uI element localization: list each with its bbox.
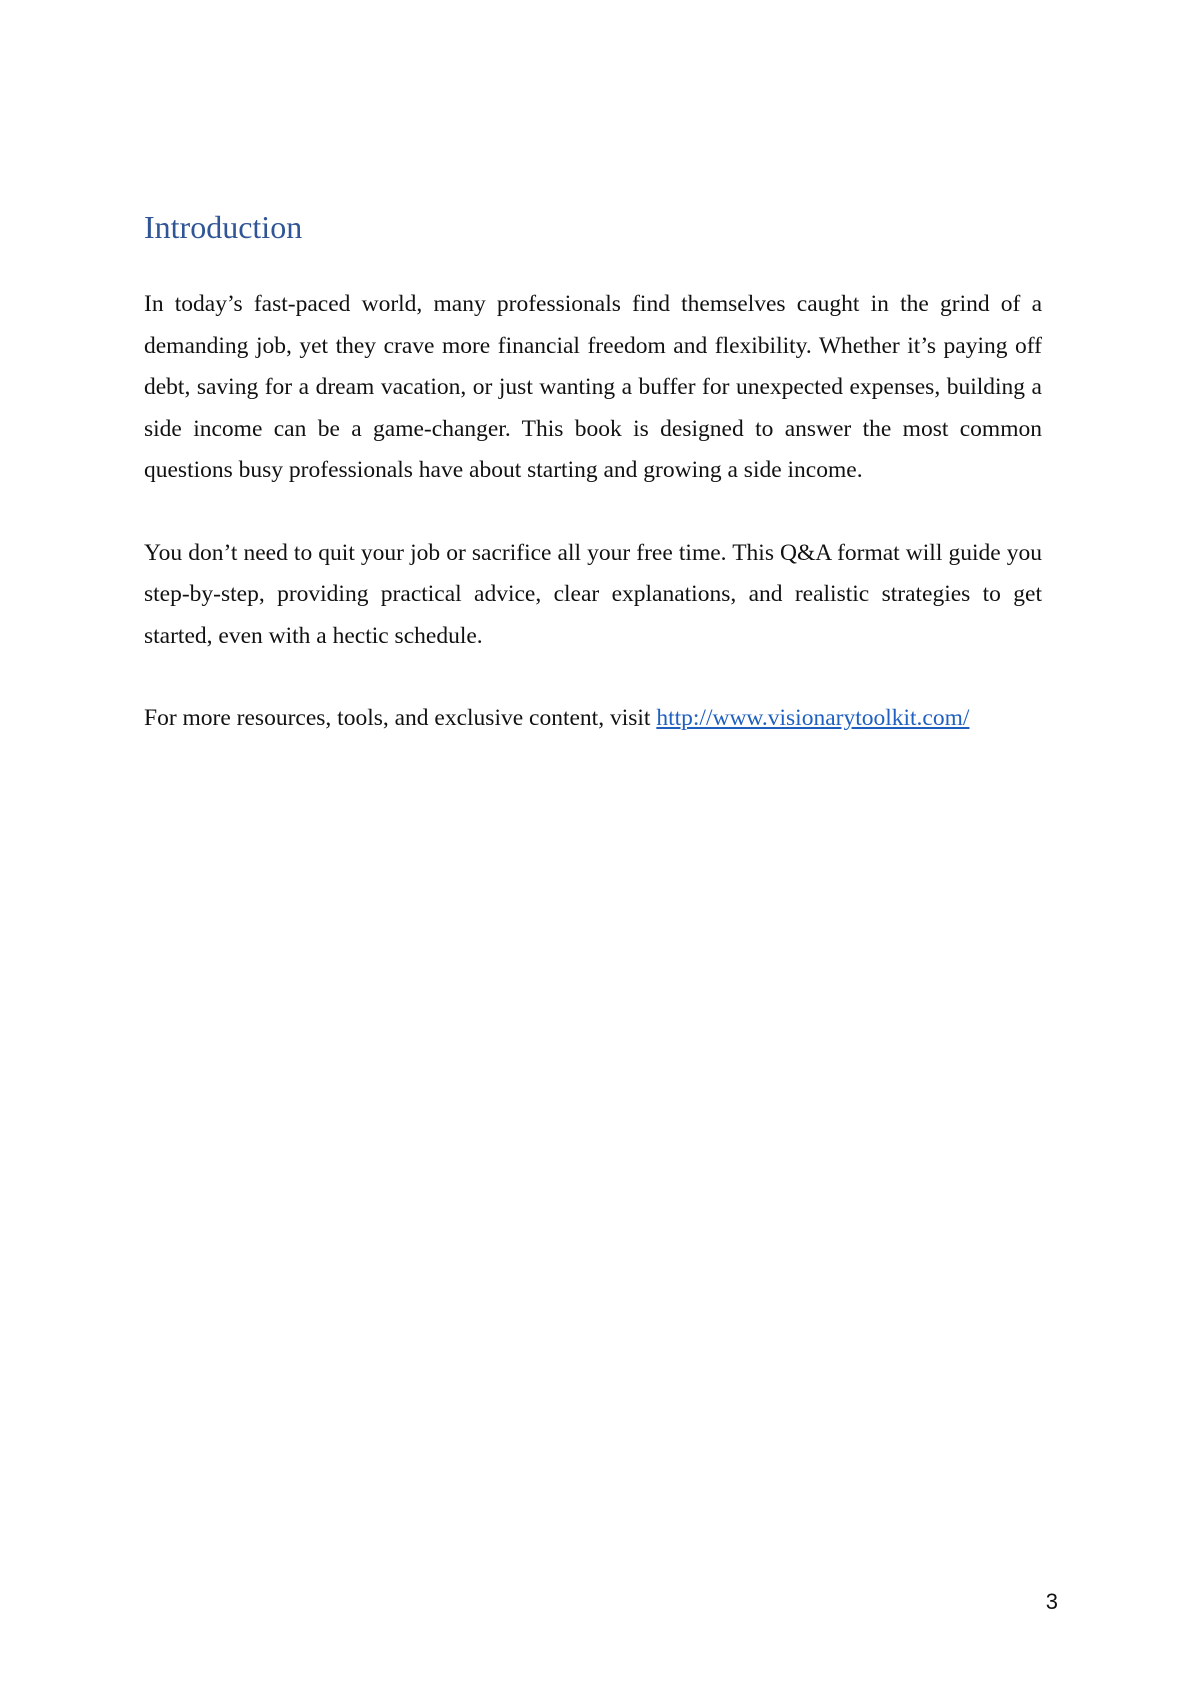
website-link[interactable]: http://www.visionarytoolkit.com/	[656, 705, 970, 731]
resources-text: For more resources, tools, and exclusive content, visit	[144, 705, 657, 731]
intro-paragraph-1: In today’s fast-paced world, many professionals find themselves caught in the grind of a demanding job, yet they crave more financial freedom and flexibility. Whether it’s paying off debt, saving for a dream vacation, or just wanting a buffer for unexpected expenses, building a side income can be a game-changer. This book is designed to answer the most common questions busy professionals have about starting and growing a side income.	[144, 291, 1042, 483]
intro-paragraph-2: You don’t need to quit your job or sacrifice all your free time. This Q&A format will guide you step-by-step, providing practical advice, clear explanations, and realistic strategies to get started, even with a hectic schedule.	[144, 539, 1042, 649]
page-content	[144, 205, 1042, 740]
page-number: 3	[1045, 1589, 1058, 1614]
section-heading: Introduction	[144, 209, 303, 245]
resources-paragraph	[144, 698, 1042, 740]
